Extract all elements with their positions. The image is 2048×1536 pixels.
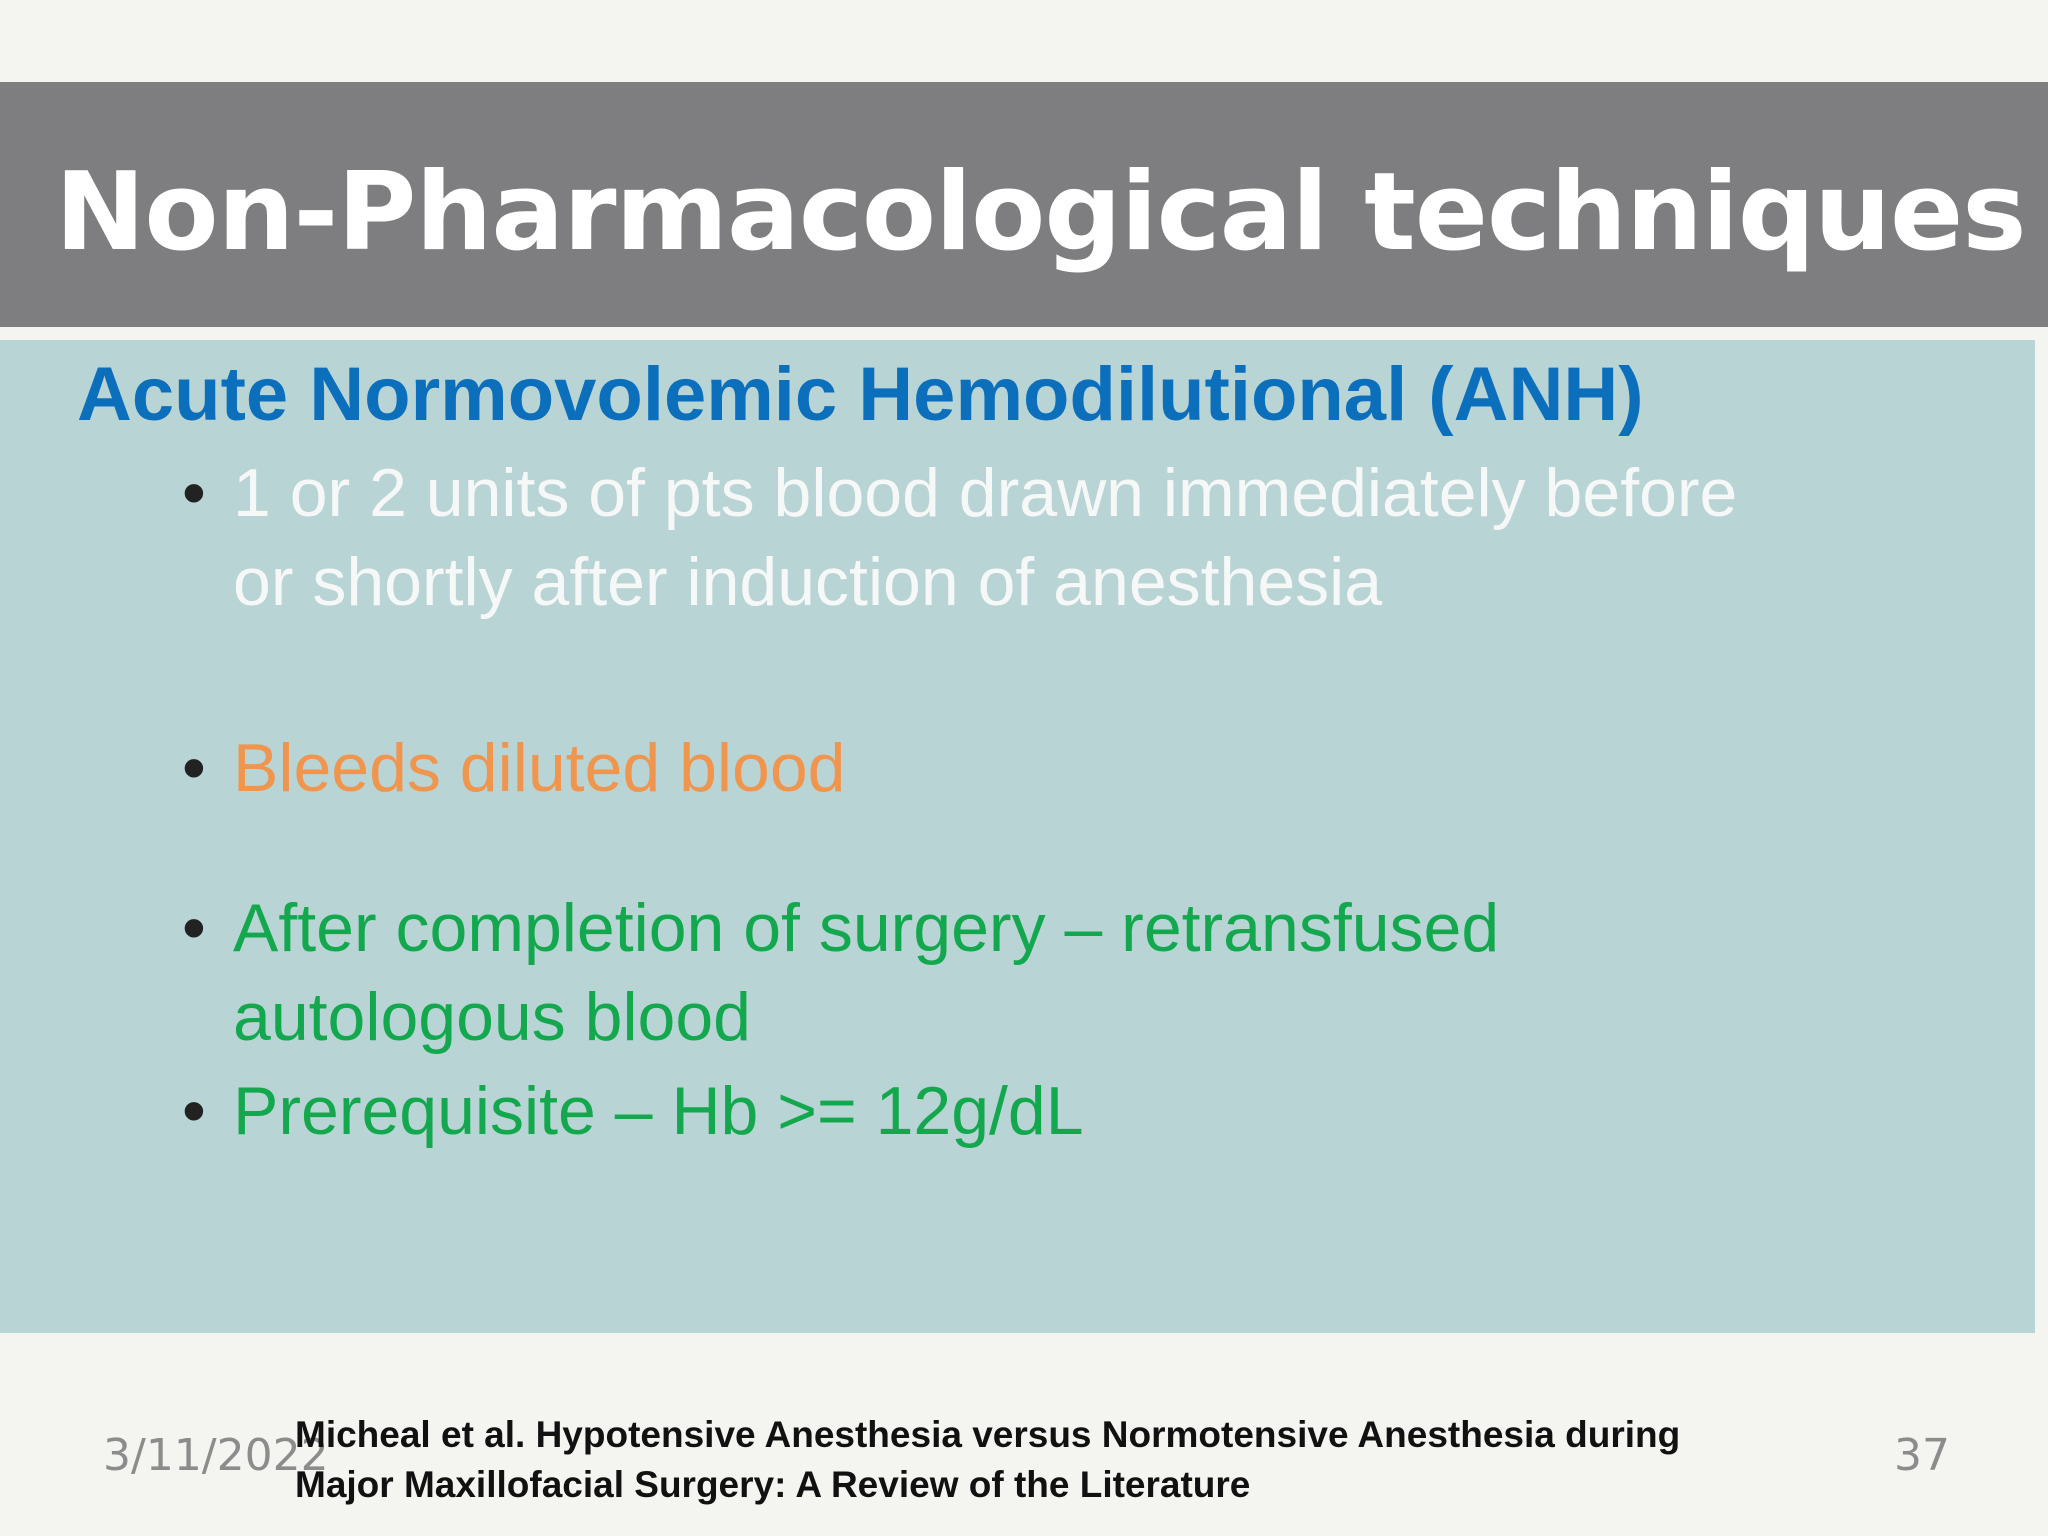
bullet-marker: • — [182, 455, 206, 531]
footer-citation — [295, 1410, 1680, 1510]
citation-line: Major Maxillofacial Surgery: A Review of the Literature — [295, 1464, 1251, 1505]
bullet-line: 1 or 2 units of pts blood drawn immediately before — [233, 455, 1738, 531]
bullet-marker: • — [182, 730, 206, 806]
bullet-item-bleeds-diluted — [233, 724, 845, 813]
bullet-line: or shortly after induction of anesthesia — [233, 544, 1383, 620]
bullet-line: Prerequisite – Hb >= 12g/dL — [233, 1073, 1084, 1149]
bullet-item-retransfused — [233, 884, 1499, 1062]
citation-line: Micheal et al. Hypotensive Anesthesia versus Normotensive Anesthesia during — [295, 1414, 1681, 1455]
slide-subtitle: Acute Normovolemic Hemodilutional (ANH) — [77, 352, 1644, 437]
bullet-line: autologous blood — [233, 979, 752, 1055]
bullet-item-prerequisite — [233, 1067, 1084, 1156]
page-number: 37 — [1894, 1430, 1950, 1481]
footer-date: 3/11/2022 — [103, 1430, 329, 1481]
bullet-marker: • — [182, 1073, 206, 1149]
bullet-item-blood-drawn — [233, 449, 1737, 627]
slide-title: Non-Pharmacological techniques — [55, 150, 2026, 275]
bullet-marker: • — [182, 890, 206, 966]
bullet-line: Bleeds diluted blood — [233, 730, 846, 806]
bullet-line: After completion of surgery – retransfused — [233, 890, 1500, 966]
